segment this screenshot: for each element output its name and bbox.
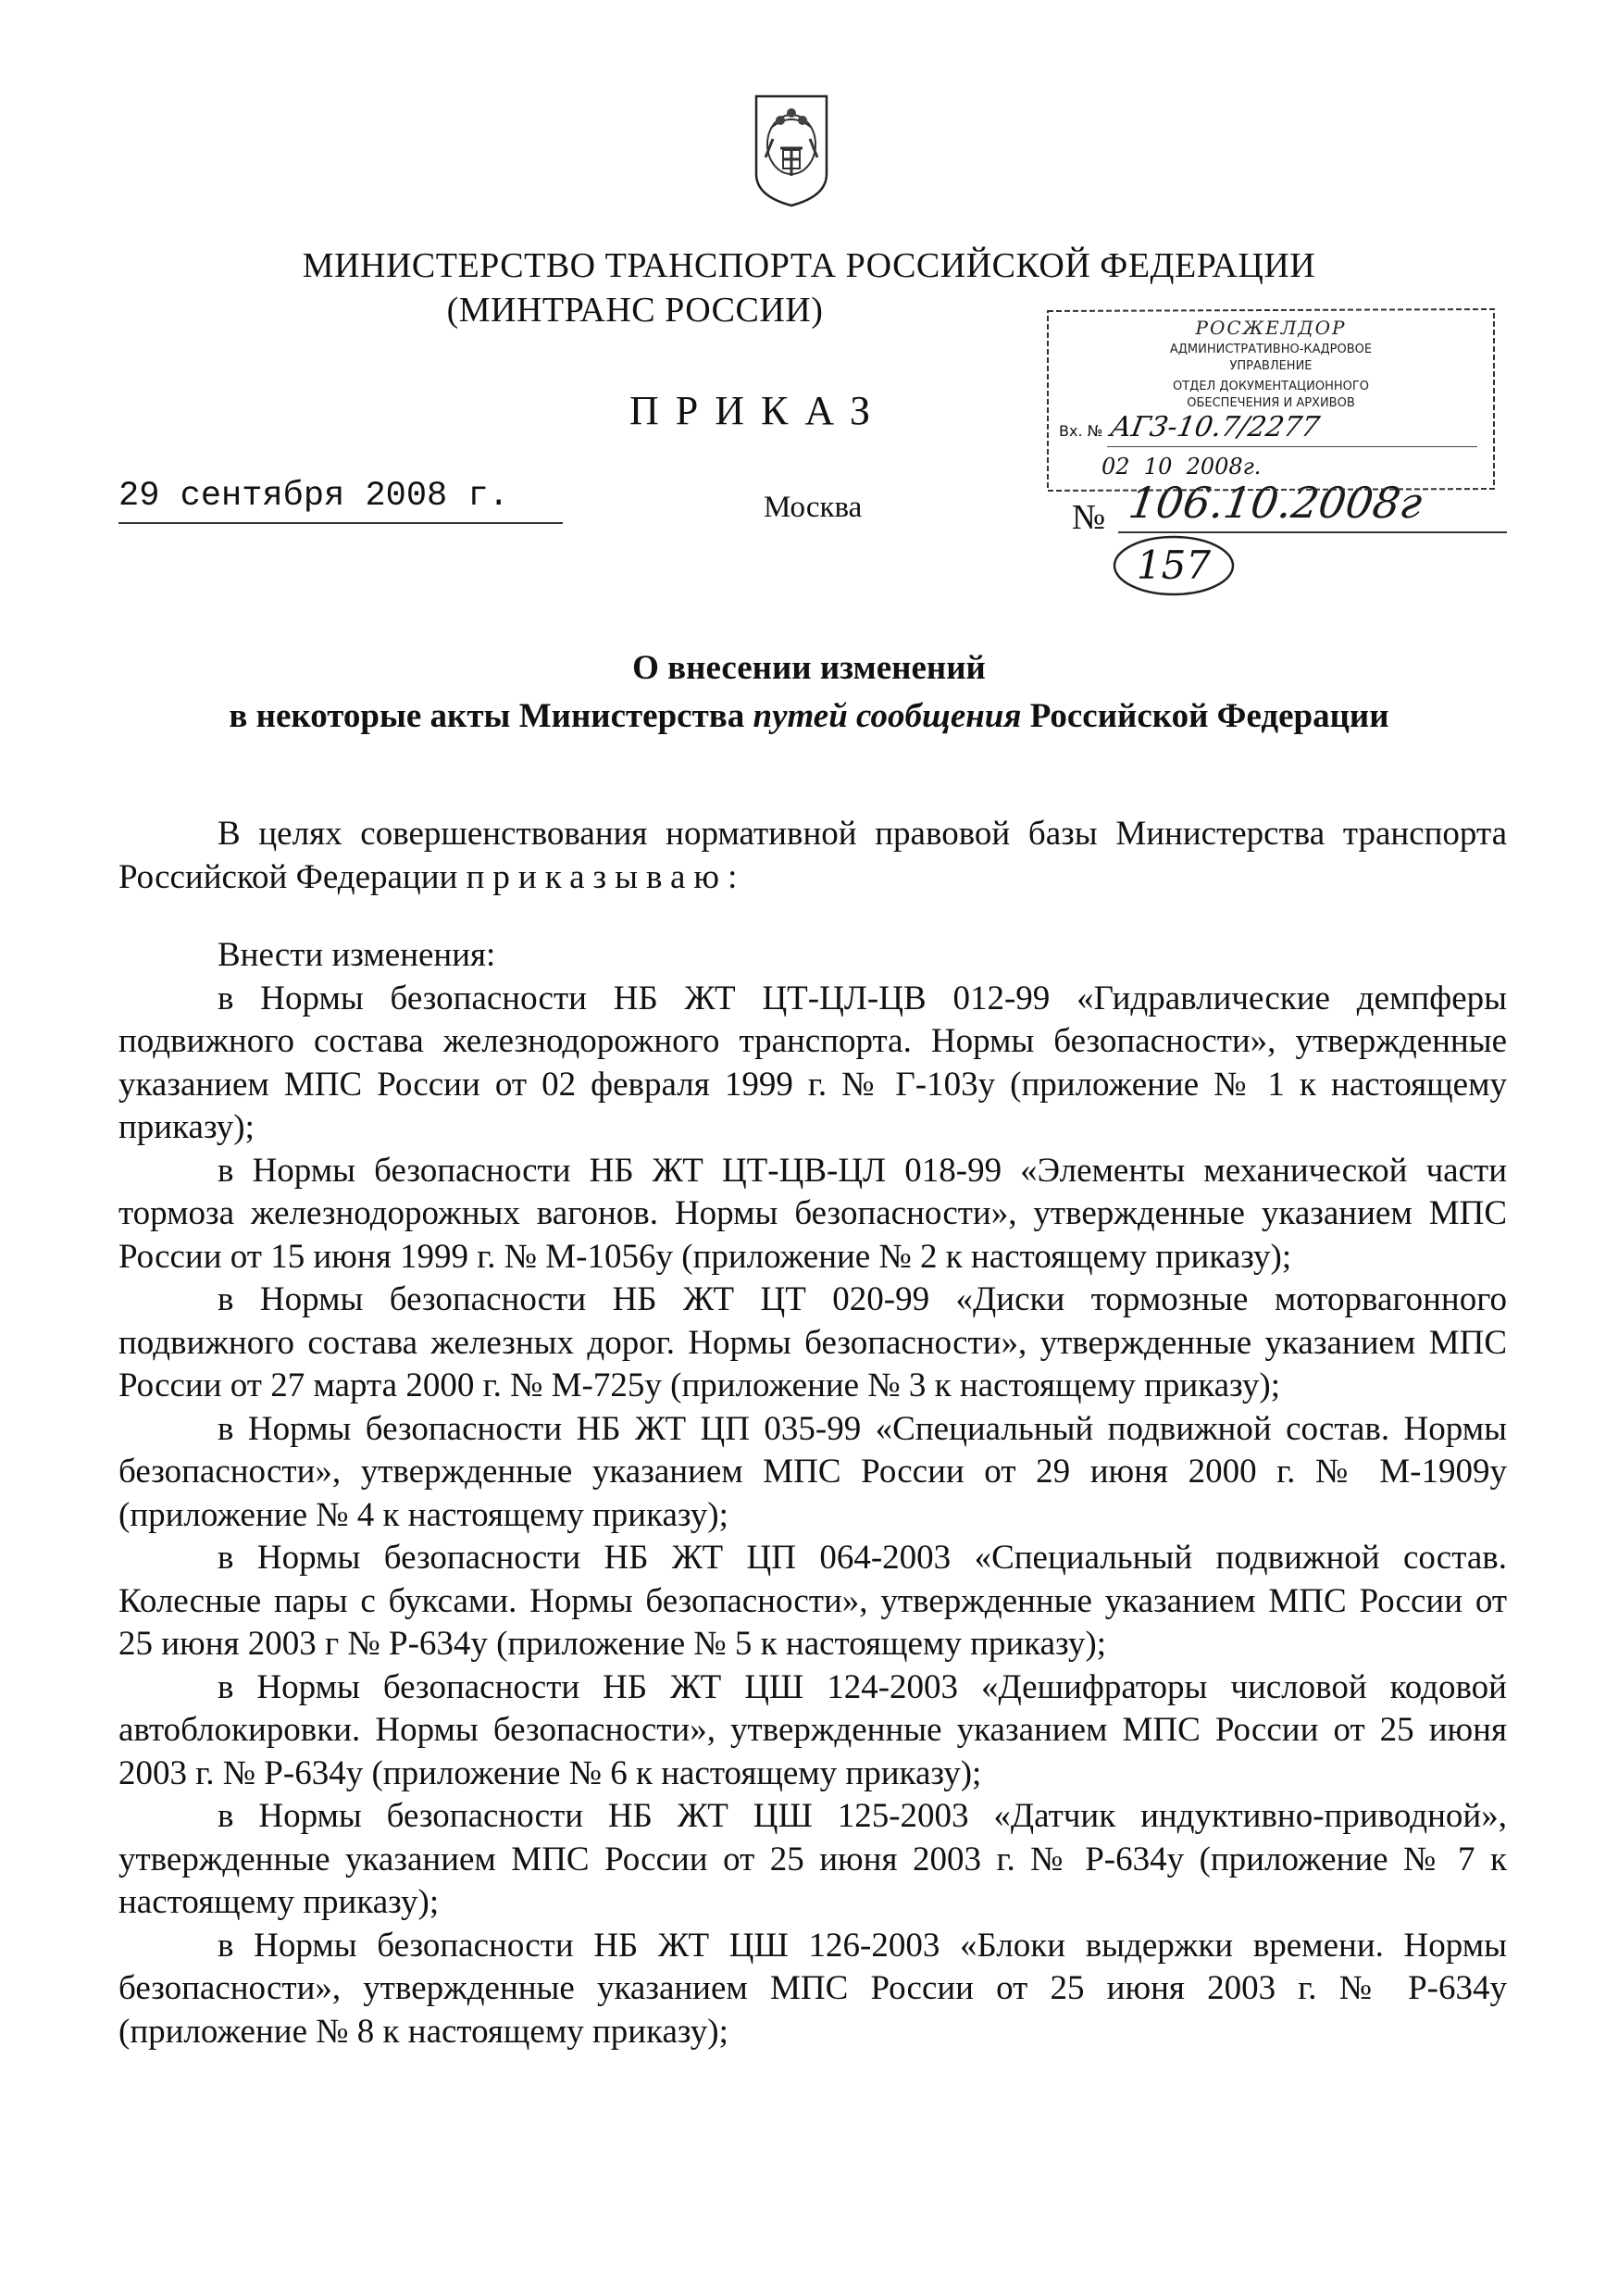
- order-city: Москва: [764, 491, 863, 524]
- date-underline: [118, 522, 563, 524]
- stamp-line-4: ОТДЕЛ ДОКУМЕНТАЦИОННОГО: [1172, 380, 1370, 393]
- stamp-in-number: АГ3-10.7/2277: [1107, 411, 1323, 443]
- stamp-in-label: Вх. №: [1059, 422, 1103, 440]
- amendment-item: в Нормы безопасности НБ ЖТ ЦШ 125-2003 «Датчик индуктивно-приводной», утвержденные указанием МПС России от 25 июня 2003 г. № Р-634у (приложение № 7 к настоящему приказу);: [118, 1797, 1507, 1921]
- subject-line-2: [0, 696, 1618, 736]
- stamp-line-2: АДМИНИСТРАТИВНО-КАДРОВОЕ: [1169, 343, 1373, 356]
- order-word: приказываю: [466, 857, 728, 896]
- amendment-item: в Нормы безопасности НБ ЖТ ЦТ-ЦЛ-ЦВ 012-99 «Гидравлические демпферы подвижного состава железнодорожного транспорта. Нормы безопасности», утвержденные указанием МПС России от 02 февраля 1999 г. № Г-103у (приложение № 1 к настоящему приказу);: [118, 979, 1507, 1146]
- stamp-line-3: УПРАВЛЕНИЕ: [1229, 359, 1313, 373]
- subject-part-rf: Российской Федерации: [1029, 697, 1389, 735]
- intro-end: :: [728, 857, 738, 896]
- ministry-name: МИНИСТЕРСТВО ТРАНСПОРТА РОССИЙСКОЙ ФЕДЕРАЦИИ: [302, 246, 1316, 285]
- coat-of-arms-emblem: [753, 93, 830, 209]
- amendment-item: в Нормы безопасности НБ ЖТ ЦШ 124-2003 «Дешифраторы числовой кодовой автоблокировки. Нормы безопасности», утвержденные указанием МПС России от 25 июня 2003 г. № Р-634у (приложение № 6 к настоящему приказу);: [118, 1667, 1507, 1792]
- document-title: ПРИКАЗ: [629, 388, 888, 433]
- amendment-item: в Нормы безопасности НБ ЖТ ЦТ 020-99 «Диски тормозные моторвагонного подвижного состава железных дорог. Нормы безопасности», утвержденные указанием МПС России от 27 марта 2000 г. № М-725у (приложение № 3 к настоящему приказу);: [118, 1280, 1507, 1404]
- ministry-short-name: (МИНТРАНС РОССИИ): [446, 291, 824, 330]
- amendment-item: в Нормы безопасности НБ ЖТ ЦП 035-99 «Специальный подвижной состав. Нормы безопасности», утвержденные указанием МПС России от 29 июня 2000 г. № М-1909у (приложение № 4 к настоящему приказу);: [118, 1409, 1507, 1534]
- order-date: 29 сентября 2008 г.: [118, 477, 509, 516]
- amendment-item: в Нормы безопасности НБ ЖТ ЦП 064-2003 «Специальный подвижной состав. Колесные пары с буксами. Нормы безопасности», утвержденные указанием МПС России от 25 июня 2003 г № Р-634у (приложение № 5 к настоящему приказу);: [118, 1539, 1507, 1663]
- stamp-line-1: РОСЖЕЛДОР: [1195, 317, 1347, 339]
- circled-number: [1111, 533, 1237, 598]
- amend-intro: Внести изменения:: [218, 936, 496, 974]
- subject-part-start: в некоторые акты: [229, 697, 519, 735]
- amendment-item: в Нормы безопасности НБ ЖТ ЦШ 126-2003 «Блоки выдержки времени. Нормы безопасности», утвержденные указанием МПС России от 25 июня 2003 г. № Р-634у (приложение № 8 к настоящему приказу);: [118, 1926, 1507, 2051]
- subject-part-middle: путей сообщения: [744, 697, 1030, 735]
- circled-number-text: 157: [1136, 543, 1212, 588]
- subject-line-1: О внесении изменений: [632, 649, 986, 687]
- document-body: [118, 813, 1507, 2053]
- stamp-in-date: 02 10 2008г.: [1101, 454, 1262, 480]
- intro-text: В целях совершенствования нормативной правовой базы Министерства транспорта Российской Федерации: [118, 815, 1507, 896]
- amendment-item: в Нормы безопасности НБ ЖТ ЦТ-ЦВ-ЦЛ 018-99 «Элементы механической части тормоза железнодорожных вагонов. Нормы безопасности», утвержденные указанием МПС России от 15 июня 1999 г. № М-1056у (приложение № 2 к настоящему приказу);: [118, 1151, 1507, 1276]
- handwritten-number: 106.10.2008г: [1126, 478, 1425, 528]
- subject-part-ministry: Министерства: [518, 697, 745, 735]
- registration-stamp: [1046, 307, 1496, 493]
- intro-paragraph: [118, 813, 1507, 899]
- stamp-line-5: ОБЕСПЕЧЕНИЯ И АРХИВОВ: [1187, 396, 1355, 410]
- number-sign: №: [1072, 498, 1106, 537]
